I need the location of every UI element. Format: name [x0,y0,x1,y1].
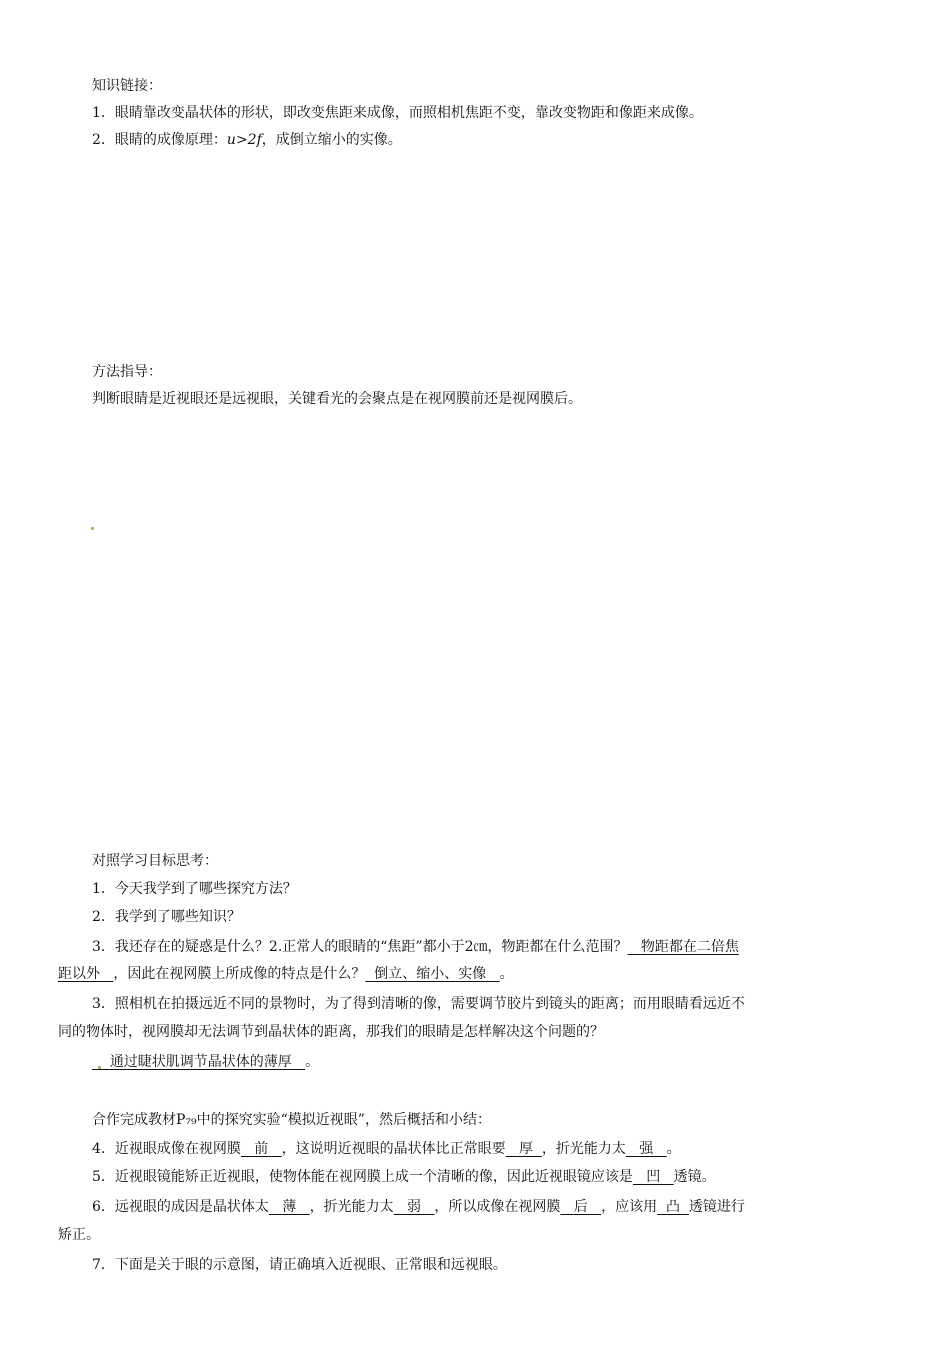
knowledge-formula: u>2f [226,132,262,148]
answer-hyperopia-lens: 凸 [665,1199,680,1215]
knowledge-item-2-suffix: ，成倒立缩小的实像。 [261,132,402,148]
coop-statement-4: 4．近视眼成像在视网膜 前 ，这说明近视眼的晶状体比正常眼要 厚 ，折光能力太 强 。 [92,1141,681,1157]
reflect-question-3-line-2: 距以外 ，因此在视网膜上所成像的特点是什么？ 倒立、缩小、实像 。 [58,966,514,982]
knowledge-item-2-prefix: 2．眼睛的成像原理： [92,132,227,148]
reflect-question-3-text: 3．我还存在的疑惑是什么？2.正常人的眼睛的“焦距”都小于2㎝，物距都在什么范围？ [92,939,628,955]
reflect-question-4-line-2: 同的物体时，视网膜却无法调节到晶状体的距离，那我们的眼睛是怎样解决这个问题的？ [58,1024,604,1040]
answer-myopia-position: 前 [254,1141,269,1157]
method-text: 判断眼睛是近视眼还是远视眼，关键看光的会聚点是在视网膜前还是视网膜后。 [92,391,582,407]
reflect-question-1: 1．今天我学到了哪些探究方法？ [92,881,297,897]
coop-intro: 合作完成教材P₇₉中的探究实验“模拟近视眼”，然后概括和小结： [92,1112,491,1128]
answer-myopia-lens-thickness: 厚 [519,1141,533,1157]
answer-myopia-glasses: 凹 [646,1169,661,1185]
stray-mark [98,1066,101,1069]
reflect-question-4-answer-line: 通过睫状肌调节晶状体的薄厚 。 [92,1052,319,1072]
knowledge-item-1: 1．眼睛靠改变晶状体的形状，即改变焦距来成像，而照相机焦距不变，靠改变物距和像距来成像。 [92,105,703,121]
stray-mark [91,527,94,530]
method-heading: 方法指导： [92,364,162,380]
answer-object-distance-a: 物距都在二倍焦 [640,939,739,955]
reflect-question-4-line-1: 3．照相机在拍摄远近不同的景物时，为了得到清晰的像，需要调节胶片到镜头的距离；而用眼睛看远近不 [92,996,745,1012]
answer-hyperopia-refraction: 弱 [407,1199,421,1215]
knowledge-heading: 知识链接： [92,78,162,94]
answer-hyperopia-position: 后 [573,1199,588,1215]
coop-statement-5: 5．近视眼镜能矫正近视眼，使物体能在视网膜上成一个清晰的像，因此近视眼镜应该是 凹 透镜。 [92,1169,716,1185]
knowledge-item-2 [92,130,402,150]
answer-hyperopia-thickness: 薄 [282,1199,297,1215]
reflect-question-3-line-1 [92,937,739,957]
coop-statement-7: 7．下面是关于眼的示意图，请正确填入近视眼、正常眼和远视眼。 [92,1257,507,1273]
reflect-question-3-text-b: ，因此在视网膜上所成像的特点是什么？ [113,966,366,982]
reflect-question-2: 2．我学到了哪些知识？ [92,909,241,925]
answer-object-distance-b: 距以外 [58,966,100,982]
answer-myopia-refraction: 强 [639,1141,654,1157]
reflect-heading: 对照学习目标思考： [92,853,218,869]
coop-statement-6-end: 矫正。 [58,1227,100,1243]
coop-statement-6: 6．远视眼的成因是晶状体太 薄 ，折光能力太 弱 ，所以成像在视网膜 后 ，应该用 凸 透镜进行 [92,1199,745,1215]
answer-image-features: 倒立、缩小、实像 [374,966,487,982]
answer-accommodation: 通过睫状肌调节晶状体的薄厚 [109,1054,292,1070]
